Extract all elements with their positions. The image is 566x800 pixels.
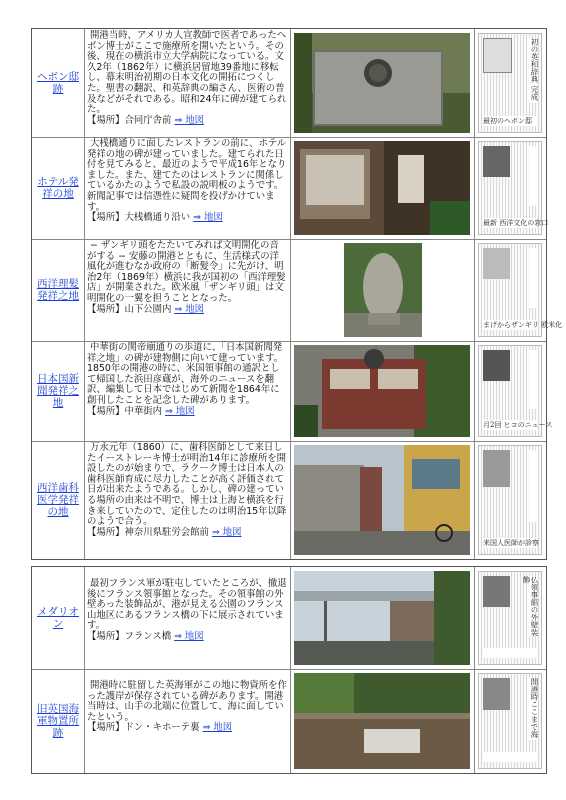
newspaper-clipping: 来国人医師が診察 <box>478 445 542 555</box>
place-label: 【場所】神奈川県駐労会館前 <box>87 526 209 538</box>
map-link[interactable]: ⇒ 地図 <box>174 630 204 642</box>
site-name-cell <box>32 137 84 239</box>
page-top-table <box>31 28 563 560</box>
newspaper-clipping: 初の英和辞典 完成 最初のヘボン邸 <box>478 33 542 133</box>
site-name-link[interactable]: ヘボン邸跡 <box>37 71 79 95</box>
site-name-link[interactable]: 日本国新聞発祥之地 <box>37 373 79 409</box>
table-row <box>32 29 546 138</box>
site-photo <box>294 571 470 665</box>
map-link[interactable]: ⇒ 地図 <box>165 405 195 417</box>
place-label: 【場所】合同庁舎前 <box>87 114 172 126</box>
site-name-cell <box>32 29 84 137</box>
table-row <box>32 669 546 773</box>
site-name-cell <box>32 239 84 341</box>
site-description: 万永元年（1860）に、歯科医師として来日したイーストレーキ博士が明治14年に診療所を開設したのが始まりで、ラクーク博士は日本人の歯科医師育成に尽力したことが高く評価されて日が出来たようである。しかし、碑の建っている場所の由来は不明で、博士は上海と横浜を行き来していたので、定住したのは明治15年以降のようで合う。 【場所】神奈川県駐労会館前 ⇒ 地図 <box>87 442 287 538</box>
site-name-link[interactable]: 西洋歯科医学発祥の地 <box>37 482 79 518</box>
place-label: 【場所】フランス橋 <box>87 630 172 642</box>
table-row <box>32 137 549 240</box>
site-description: 開港当時、アメリカ人宣教師で医者であったヘボン博士がここで施療所を開いたという。その後、現在の横浜市立大学病院になっている。文久2年（1862年）に横浜居留地39番地に移転し、幕末明治初期の日本文化の開拓につくした。聖書の翻訳、和英辞典の編さん、医術の普及などがそれである。昭和24年に碑が建てられた。 【場所】合同庁舎前 ⇒ 地図 <box>87 30 287 126</box>
map-link[interactable]: ⇒ 地図 <box>174 303 204 315</box>
place-label: 【場所】ドン・キホーテ裏 <box>87 722 200 734</box>
map-link[interactable]: ⇒ 地図 <box>174 114 204 126</box>
site-photo <box>294 345 470 437</box>
place-label: 【場所】中華街内 <box>87 405 163 417</box>
newspaper-clipping: 最新 西洋文化の窓口 <box>478 141 542 235</box>
site-description: − ザンギリ頭をたたいてみれば文明開化の音がする − 安藤の開港とともに、生活様式の洋風化が進むなか政府の「断髪令」に先がけ、明治2年（1869年）横浜に我が国初の「西洋理髪店」が開業された。欧米風「ザンギリ頭」は文明開化の一翼を担うこととなった。 【場所】山下公園内 ⇒ 地図 <box>87 240 286 315</box>
site-name-cell <box>32 567 84 669</box>
site-description: 開港時に駐留した英海軍がこの地に物資所を作った護岸が保存されている碑があります。開港当時は、山手の北端に位置して、海に面していたという。 【場所】ドン・キホーテ裏 ⇒ 地図 <box>87 680 287 734</box>
table-row <box>32 239 563 342</box>
newspaper-clipping: 仏領事館の外壁装飾 <box>478 571 542 665</box>
site-description: 中華街の関帝廟通りの歩道に、「日本国新聞発祥之地」の碑が建物側に向いて建っています。1850年の開港の時に、米国領事館の通訳として帰国した浜田彦蔵が、海外のニュースを翻訳、編集して日本ではじめて新聞を1864年に創刊したことを記念した碑があります。 【場所】中華街内 ⇒ 地図 <box>87 342 284 417</box>
place-label: 【場所】山下公園内 <box>87 303 172 315</box>
newspaper-clipping: 開港時ここまで海 <box>478 673 542 769</box>
map-link[interactable]: ⇒ 地図 <box>193 212 223 224</box>
site-photo <box>294 673 470 769</box>
site-description: 最初フランス軍が駐屯していたところが、撤退後にフランス領事館となった。その領事館の外壁あった装飾品が、港が見える公園のフランス山地区にあるフランス橋の下に展示されています。 【場所】フランス橋 ⇒ 地図 <box>87 578 287 642</box>
site-photo <box>294 141 470 235</box>
place-label: 【場所】大桟橋通り沿い <box>87 212 191 224</box>
site-name-link[interactable]: ホテル発祥の地 <box>37 176 79 200</box>
site-name-cell <box>32 341 84 441</box>
map-link[interactable]: ⇒ 地図 <box>211 526 242 538</box>
table-row <box>32 567 546 670</box>
site-photo <box>294 243 470 337</box>
site-description: 大桟橋通りに面したレストランの前に、ホテル発祥の地の碑が建っていました。建てられた日付を見てみると、最近のようで平成16年となりました。また、建てたのはレストランに関係しているかたのようで私設の説明板のようです。新聞記事では信憑性に疑問を投げかけています。 【場所】大桟橋通り沿い ⇒ 地図 <box>87 138 287 224</box>
site-name-link[interactable]: メダリオン <box>37 606 79 630</box>
site-name-cell <box>32 669 84 773</box>
site-photo <box>294 445 470 555</box>
map-link[interactable]: ⇒ 地図 <box>202 722 233 734</box>
site-name-link[interactable]: 西洋理髪発祥之地 <box>37 278 79 302</box>
page-bottom-table <box>31 566 547 774</box>
site-name-cell <box>32 441 84 559</box>
site-name-link[interactable]: 旧英国海軍物置所跡 <box>37 703 79 739</box>
newspaper-clipping: 月2回 ヒコのニュース <box>478 345 542 437</box>
newspaper-clipping: まげからザンギリ 欧米化 <box>478 243 542 337</box>
site-photo <box>294 33 470 133</box>
table-row <box>32 341 553 442</box>
table-row <box>32 441 546 559</box>
